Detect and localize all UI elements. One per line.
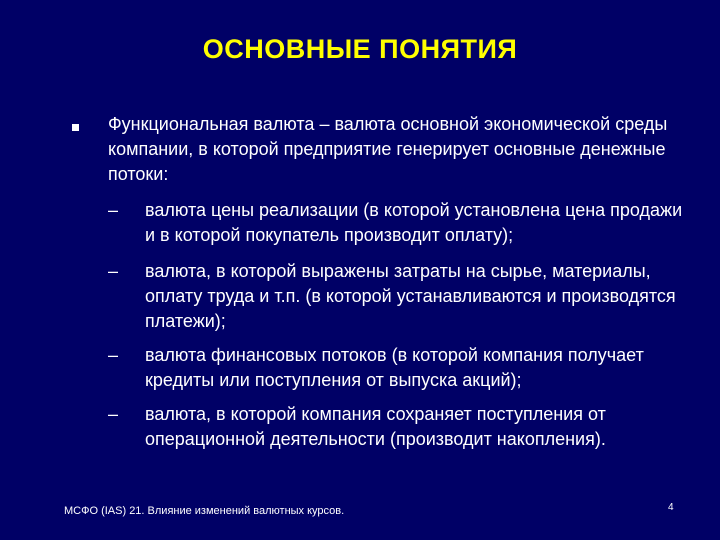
square-bullet-icon bbox=[72, 124, 79, 131]
sub-bullet-text: валюта финансовых потоков (в которой компания получает кредиты или поступления от выпуска акций); bbox=[145, 345, 644, 390]
dash-bullet-icon: – bbox=[108, 345, 119, 365]
sub-bullet-text: валюта цены реализации (в которой установлена цена продажи и в которой покупатель производит оплату); bbox=[145, 200, 683, 245]
main-bullet-text: Функциональная валюта – валюта основной экономической среды компании, в которой предприятие генерирует основные денежные потоки: bbox=[108, 114, 668, 184]
dash-bullet-icon: – bbox=[108, 200, 119, 220]
page-number: 4 bbox=[668, 502, 674, 513]
sub-bullet-text: валюта, в которой компания сохраняет поступления от операционной деятельности (производит накопления). bbox=[145, 404, 606, 449]
dash-bullet-icon: – bbox=[108, 261, 119, 281]
sub-bullet-text: валюта, в которой выражены затраты на сырье, материалы, оплату труда и т.п. (в которой устанавливаются и производятся платежи); bbox=[145, 261, 676, 331]
slide-footer: МСФО (IAS) 21. Влияние изменений валютных курсов. bbox=[64, 505, 345, 517]
slide-title: ОСНОВНЫЕ ПОНЯТИЯ bbox=[202, 34, 518, 64]
dash-bullet-icon: – bbox=[108, 404, 119, 424]
